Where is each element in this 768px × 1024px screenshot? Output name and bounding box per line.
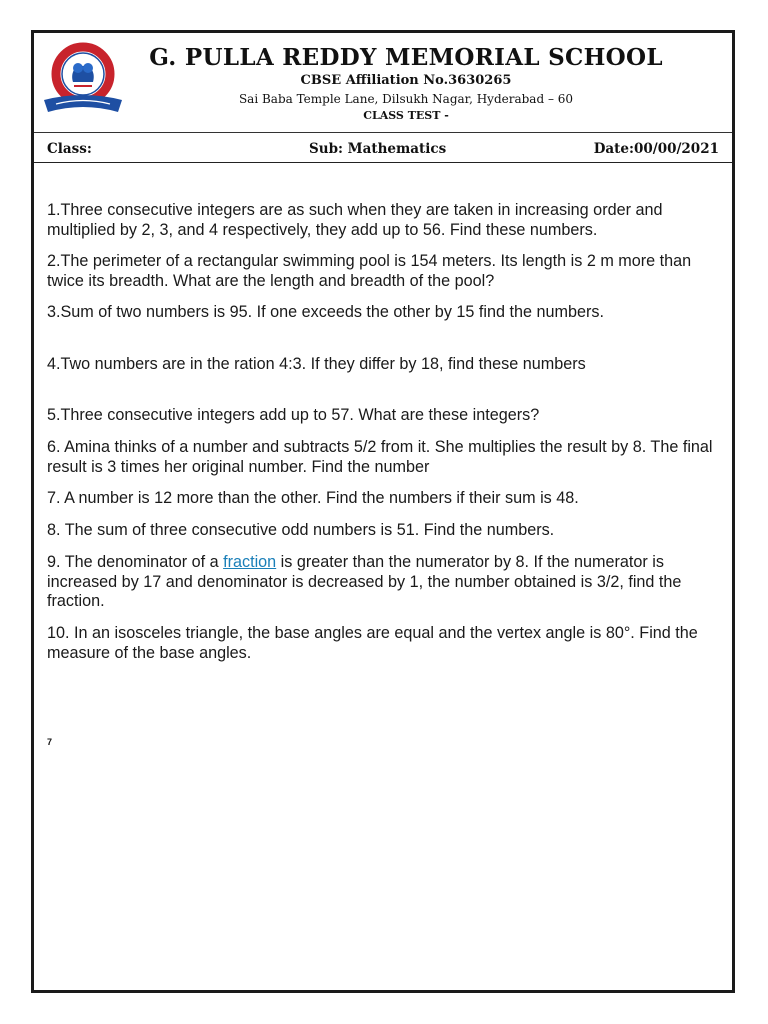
question-10: 10. In an isosceles triangle, the base angles are equal and the vertex angle is 80°. Find the measure of the base angles. [47,624,698,662]
question-7: 7. A number is 12 more than the other. Find the numbers if their sum is 48. [47,489,579,507]
page-border [31,30,735,993]
header-divider [34,132,732,133]
test-meta-row [47,141,719,161]
page-number: 7 [47,737,53,747]
class-label: Class: [47,141,92,157]
affiliation-number: CBSE Affiliation No.3630265 [300,73,512,88]
fraction-link[interactable]: fraction [223,553,277,571]
question-8: 8. The sum of three consecutive odd numbers is 51. Find the numbers. [47,521,555,539]
subject-label: Sub: Mathematics [309,141,447,157]
school-name: G. PULLA REDDY MEMORIAL SCHOOL [149,44,663,71]
question-3: 3.Sum of two numbers is 95. If one exceeds the other by 15 find the numbers. [47,303,604,321]
meta-divider [34,162,732,163]
question-5: 5.Three consecutive integers add up to 57. What are these integers? [47,406,540,424]
test-title: CLASS TEST - [363,109,449,122]
question-4: 4.Two numbers are in the ration 4:3. If they differ by 18, find these numbers [47,355,586,373]
question-2: 2.The perimeter of a rectangular swimming pool is 154 meters. Its length is 2 m more than twice its breadth. What are the length and breadth of the pool? [47,252,692,290]
question-6: 6. Amina thinks of a number and subtracts 5/2 from it. She multiplies the result by 8. The final result is 3 times her original number. Find the number [47,438,713,476]
question-9-text-start: 9. The denominator of a [47,553,224,571]
question-1: 1.Three consecutive integers are as such when they are taken in increasing order and multiplied by 2, 3, and 4 respectively, they add up to 56. Find these numbers. [47,201,663,239]
question-9 [47,553,725,612]
school-address: Sai Baba Temple Lane, Dilsukh Nagar, Hyderabad – 60 [238,92,574,106]
date-label: Date:00/00/2021 [593,141,719,157]
question-9-text-end: is greater than the numerator by 8. If the numerator is increased by 17 and denominator is decreased by 1, the number obtained is 3/2, find the fraction. [47,553,682,610]
school-crest-icon [40,42,126,116]
